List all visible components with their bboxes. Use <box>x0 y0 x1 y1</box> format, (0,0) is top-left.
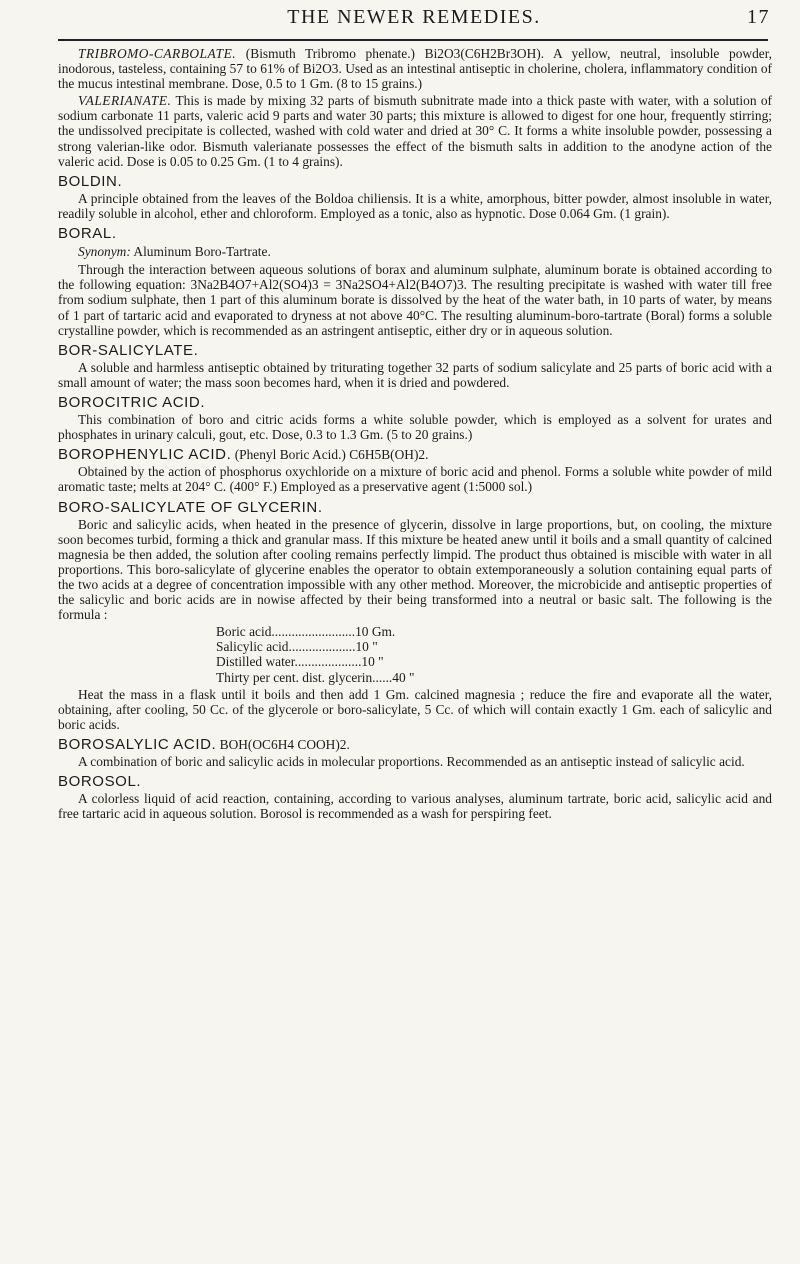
entry-glycerin-text-after: Heat the mass in a flask until it boils and then add 1 Gm. calcined magnesia ; reduce the fire and evaporate all the water, obtaining, after cooling, 50 Cc. of the glycerole or boro-salicylate, 5 Cc. of which will contain exactly 1 Gm. each of salicylic and boric acids. <box>58 686 772 732</box>
entry-borocitric-text: This combination of boro and citric acids forms a white soluble powder, which is employed as a solvent for urates and phosphates in urinary calculi, gout, etc. Dose, 0.3 to 1.3 Gm. (5 to 20 grains.) <box>58 412 772 443</box>
boral-synonym <box>58 244 772 259</box>
formula-line: Distilled water....................10 " <box>216 654 384 670</box>
synonym-value: Aluminum Boro-Tartrate. <box>130 244 271 260</box>
running-head-title: THE NEWER REMEDIES. <box>287 6 541 28</box>
entry-glycerin-text: Boric and salicylic acids, when heated in the presence of glycerin, dissolve in large proportions, but, on cooling, the mixture soon becomes turbid, forming a thick and granular mass. If this mixture be heated anew until it boils and a small quantity of calcined magnesia be then added, the solution after cooling remains perfectly limpid. The product thus obtained is miscible with water in all proportions. This boro-salicylate of glycerine enables the operator to obtain extemporaneously a solution containing equal parts of the two acids at a degree of concentration impossible with any other method. Moreover, the microbicide and antiseptic properties of the salicylic and boric acids are in nowise affected by their being transformed into a neutral or basic salt. The following is the formula : <box>58 516 772 623</box>
synonym-label: Synonym: <box>78 244 131 260</box>
heading-boral: BORAL. <box>58 225 117 243</box>
formula-line: Salicylic acid....................10 " <box>216 639 378 655</box>
formula-line: Thirty per cent. dist. glycerin......40 " <box>216 669 415 685</box>
entry-boral-text: Through the interaction between aqueous solutions of borax and aluminum sulphate, aluminum borate is obtained according to the following equation: 3Na2B4O7+Al2(SO4)3 = 3Na2SO4+Al2(B4O7)3. The resulting precipitate is washed with water till free from sodium sulphate, then 1 part of this aluminum borate is dissolved by the heat of the water bath, in 10 parts of water, by means of 1 part of tartaric acid and evaporated to dryness at not above 40°C. The resulting aluminum-boro-tartrate (Boral) forms a soluble crystalline powder, which is recommended as an astringent antiseptic, either dry or in aqueous solution. <box>58 262 772 338</box>
entry-borosalylic-text: A combination of boric and salicylic acids in molecular proportions. Recommended as an antiseptic instead of salicylic acid. <box>78 754 745 770</box>
heading-formula: BOH(OC6H4 COOH)2. <box>216 736 350 752</box>
entry-tribromo-carbolate <box>58 46 772 91</box>
heading-borophenylic-acid <box>58 447 772 462</box>
entry-bor-salicylate-text: A soluble and harmless antiseptic obtained by triturating together 32 parts of sodium salicylate and 25 parts of boric acid with a small amount of water; the mass soon becomes hard, when it is dried and powdered. <box>58 359 772 390</box>
formula-table <box>216 624 536 684</box>
heading-text: BOROSALYLIC ACID. <box>58 735 217 753</box>
heading-boldin: BOLDIN. <box>58 172 123 190</box>
entry-borosol-text: A colorless liquid of acid reaction, containing, according to various analyses, aluminum tartrate, boric acid, salicylic acid and free tartaric acid in aqueous solution. Borosol is recommended as a wash for perspiring feet. <box>58 791 772 822</box>
page-body <box>58 46 772 821</box>
heading-text: BOROPHENYLIC ACID. <box>58 446 232 464</box>
entry-borophenylic-text: Obtained by the action of phosphorus oxychloride on a mixture of boric acid and phenol. Forms a soluble white powder of mild aromatic taste; melts at 204° C. (400° F.) Employed as a preservative agent (1:5000 sol.) <box>58 464 772 495</box>
entry-boldin-text: A principle obtained from the leaves of the Boldoa chiliensis. It is a white, amorphous, bitter powder, almost insoluble in water, readily soluble in alcohol, ether and chloroform. Employed as a tonic, also as hypnotic. Dose 0.064 Gm. (1 grain). <box>58 190 772 221</box>
entry-term: VALERIANATE. <box>78 93 172 109</box>
heading-boro-salicylate-glycerin: BORO-SALICYLATE OF GLYCERIN. <box>58 498 323 516</box>
entry-valerianate <box>58 93 772 168</box>
heading-borosol: BOROSOL. <box>58 773 142 791</box>
entry-term: TRIBROMO-CARBOLATE. <box>78 46 237 61</box>
heading-formula: (Phenyl Boric Acid.) C6H5B(OH)2. <box>231 447 429 463</box>
header-rule <box>58 39 768 41</box>
heading-bor-salicylate: BOR-SALICYLATE. <box>58 341 199 359</box>
heading-borocitric-acid: BOROCITRIC ACID. <box>58 393 206 411</box>
entry-text: This is made by mixing 32 parts of bismuth subnitrate made into a thick paste with water, with a solution of sodium carbonate 11 parts, valeric acid 9 parts and water 30 parts; this mixture is allowed to digest for one hour, frequently stirring; the undissolved precipitate is collected, washed with cold water and dried at 30° C. It forms a white insoluble powder, possessing a strong valerian-like odor. Bismuth valerianate possesses the effect of the bismuth salts in addition to the anodyne action of the valeric acid. Dose is 0.05 to 0.25 Gm. (1 to 4 grains). <box>58 93 772 169</box>
page-number: 17 <box>747 6 770 28</box>
heading-borosalylic-acid <box>58 737 772 752</box>
formula-line: Boric acid.........................10 Gm. <box>216 624 396 640</box>
entry-text: (Bismuth Tribromo phenate.) Bi2O3(C6H2Br3OH). A yellow, neutral, insoluble powder, inodorous, tasteless, containing 57 to 61% of Bi2O3. Used as an intestinal antiseptic in cholerine, cholera, inflammatory condition of the mucus intestinal membrane. Dose, 0.5 to 1 Gm. (8 to 15 grains.) <box>58 46 772 92</box>
